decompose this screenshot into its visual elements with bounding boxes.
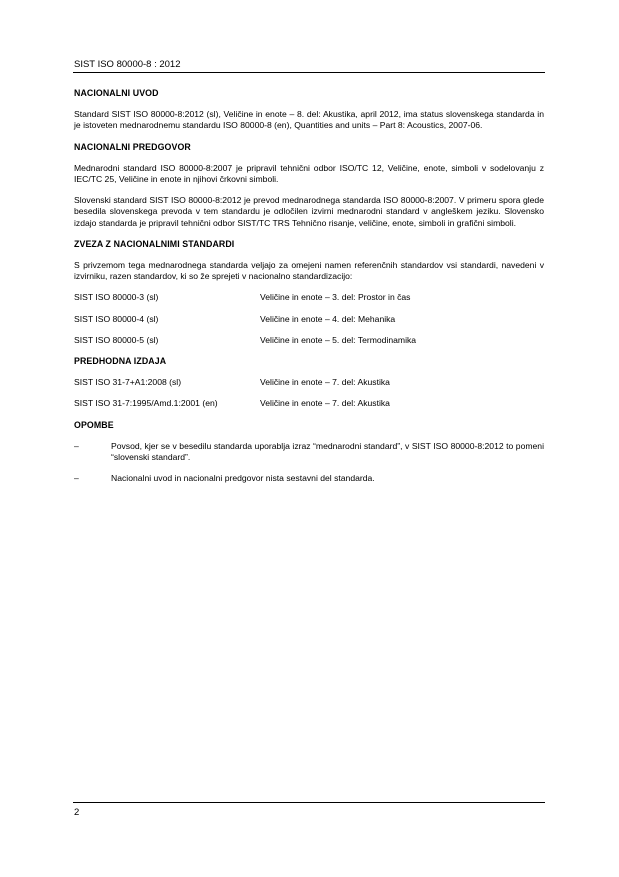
reference-row <box>74 335 544 346</box>
note-item <box>74 473 544 484</box>
paragraph-predgovor-1: Mednarodni standard ISO 80000-8:2007 je pripravil tehnični odbor ISO/TC 12, Veličine, enote, simboli v sodelovanju z IEC/TC 25, Veličine in enote in njihovi črkovni simboli. <box>74 162 544 185</box>
previous-edition-title: Veličine in enote – 7. del: Akustika <box>260 377 390 388</box>
heading-nacionalni-predgovor: NACIONALNI PREDGOVOR <box>74 141 191 152</box>
reference-title: Veličine in enote – 3. del: Prostor in čas <box>260 292 411 303</box>
reference-row <box>74 292 544 303</box>
previous-edition-code: SIST ISO 31-7+A1:2008 (sl) <box>74 377 182 388</box>
page-number: 2 <box>74 807 80 818</box>
header-divider <box>73 72 545 73</box>
previous-edition-title: Veličine in enote – 7. del: Akustika <box>260 398 390 409</box>
note-item <box>74 441 544 463</box>
heading-opombe: OPOMBE <box>74 419 114 430</box>
note-text: Povsod, kjer se v besedilu standarda uporablja izraz “mednarodni standard”, v SIST ISO 80000-8:2012 to pomeni “slovenski standard”. <box>111 440 544 463</box>
heading-zveza: ZVEZA Z NACIONALNIMI STANDARDI <box>74 238 235 249</box>
reference-code: SIST ISO 80000-3 (sl) <box>74 292 159 303</box>
previous-edition-row <box>74 398 544 409</box>
paragraph-nacionalni-uvod: Standard SIST ISO 80000-8:2012 (sl), Veličine in enote – 8. del: Akustika, april 2012, ima status slovenskega standarda in je istoveten mednarodnemu standardu ISO 80000-8 (en), Quantities and units – Part 8: Acoustics, 2007-06. <box>74 109 544 131</box>
reference-code: SIST ISO 80000-4 (sl) <box>74 313 159 324</box>
reference-code: SIST ISO 80000-5 (sl) <box>74 334 159 345</box>
reference-row <box>74 314 544 325</box>
note-dash: – <box>74 440 79 451</box>
paragraph-predgovor-2: Slovenski standard SIST ISO 80000-8:2012 je prevod mednarodnega standarda ISO 80000-8:2007. V primeru spora glede besedila slovenskega prevoda v tem standardu je odločilen izvirni mednarodni standard v angleškem jeziku. Slovensko izdajo standarda je pripravil tehnični odbor SIST/TC TRS Tehnično risanje, veličine, enote, simboli in grafični simboli. <box>74 195 544 228</box>
document-body <box>74 88 544 494</box>
previous-edition-row <box>74 377 544 388</box>
reference-title: Veličine in enote – 4. del: Mehanika <box>260 313 396 324</box>
heading-nacionalni-uvod: NACIONALNI UVOD <box>74 88 159 98</box>
heading-predhodna-izdaja: PREDHODNA IZDAJA <box>74 356 167 367</box>
reference-title: Veličine in enote – 5. del: Termodinamika <box>260 334 417 345</box>
note-dash: – <box>74 473 79 484</box>
footer-divider <box>73 802 545 803</box>
note-text: Nacionalni uvod in nacionalni predgovor nista sestavni del standarda. <box>111 473 375 484</box>
document-id-header: SIST ISO 80000-8 : 2012 <box>74 59 181 70</box>
paragraph-zveza: S privzemom tega mednarodnega standarda veljajo za omejeni namen referenčnih standardov vsi standardi, navedeni v izvirniku, razen standardov, ki so že sprejeti v nacionalno standardizacijo: <box>74 260 544 282</box>
previous-edition-code: SIST ISO 31-7:1995/Amd.1:2001 (en) <box>74 398 218 409</box>
